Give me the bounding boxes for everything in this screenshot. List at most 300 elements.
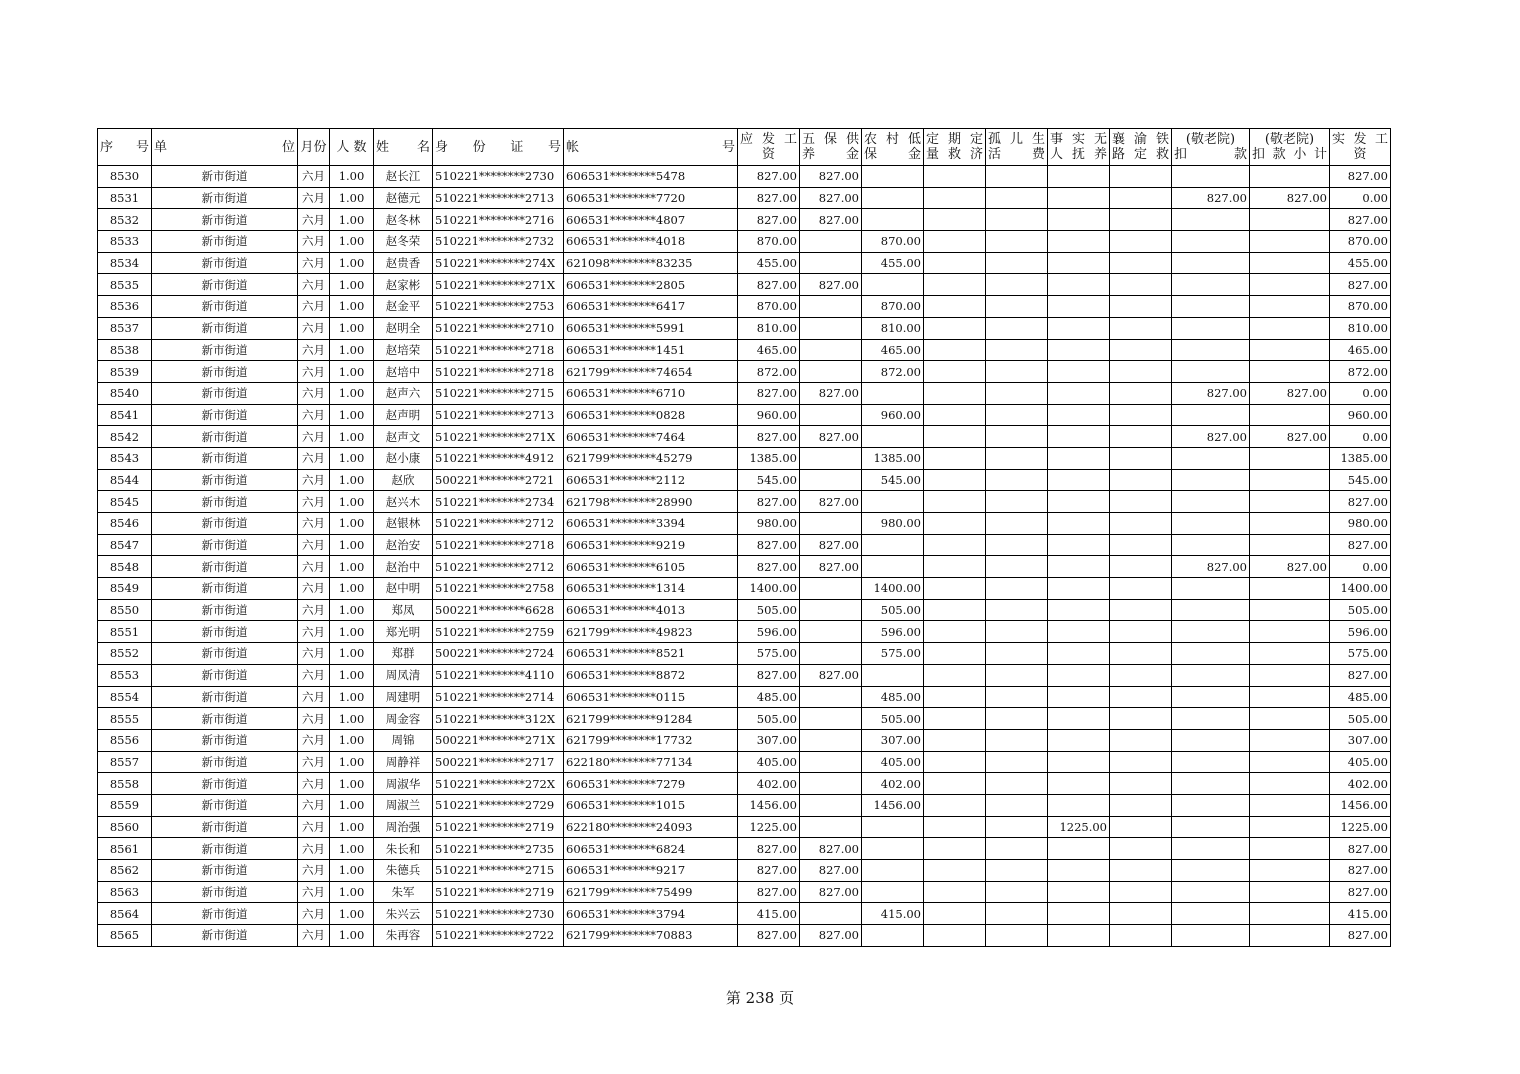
cell-dingliang <box>924 447 986 469</box>
cell-dingliang <box>924 708 986 730</box>
cell-count: 1.00 <box>330 686 374 708</box>
cell-name: 赵金平 <box>374 296 433 318</box>
cell-xiangyu <box>1110 773 1172 795</box>
cell-name: 郑凤 <box>374 599 433 621</box>
cell-net: 465.00 <box>1330 339 1391 361</box>
cell-month: 六月 <box>298 751 330 773</box>
cell-xiangyu <box>1110 578 1172 600</box>
cell-net: 596.00 <box>1330 621 1391 643</box>
cell-shishi <box>1048 643 1110 665</box>
cell-dibao <box>862 838 924 860</box>
cell-id: 510221********271X <box>433 274 564 296</box>
cell-dibao: 810.00 <box>862 317 924 339</box>
cell-payable: 827.00 <box>738 166 800 188</box>
cell-id: 510221********2712 <box>433 556 564 578</box>
cell-id: 510221********2730 <box>433 903 564 925</box>
cell-dibao <box>862 816 924 838</box>
cell-dingliang <box>924 686 986 708</box>
cell-dingliang <box>924 534 986 556</box>
cell-guer <box>986 729 1048 751</box>
cell-payable: 402.00 <box>738 773 800 795</box>
cell-count: 1.00 <box>330 404 374 426</box>
cell-unit: 新市街道 <box>152 903 298 925</box>
cell-guer <box>986 491 1048 513</box>
cell-count: 1.00 <box>330 317 374 339</box>
cell-payable: 827.00 <box>738 556 800 578</box>
cell-unit: 新市街道 <box>152 556 298 578</box>
table-row <box>98 339 1391 361</box>
cell-jlk-subtotal <box>1250 643 1330 665</box>
header-month: 月份 <box>298 129 330 166</box>
payroll-table <box>97 128 1391 947</box>
header-account: 帐 号 <box>564 129 738 166</box>
cell-guer <box>986 252 1048 274</box>
cell-seq: 8544 <box>98 469 152 491</box>
cell-account: 606531********4013 <box>564 599 738 621</box>
cell-jlk-deduction <box>1172 686 1250 708</box>
cell-account: 606531********6105 <box>564 556 738 578</box>
cell-name: 赵治中 <box>374 556 433 578</box>
table-row <box>98 404 1391 426</box>
table-row <box>98 534 1391 556</box>
cell-seq: 8558 <box>98 773 152 795</box>
cell-unit: 新市街道 <box>152 643 298 665</box>
cell-name: 周凤清 <box>374 664 433 686</box>
cell-shishi: 1225.00 <box>1048 816 1110 838</box>
cell-id: 510221********274X <box>433 252 564 274</box>
cell-month: 六月 <box>298 491 330 513</box>
cell-dingliang <box>924 578 986 600</box>
cell-dibao: 405.00 <box>862 751 924 773</box>
cell-seq: 8546 <box>98 513 152 535</box>
cell-dibao <box>862 860 924 882</box>
cell-count: 1.00 <box>330 209 374 231</box>
cell-payable: 827.00 <box>738 664 800 686</box>
table-row <box>98 816 1391 838</box>
cell-payable: 545.00 <box>738 469 800 491</box>
cell-net: 827.00 <box>1330 838 1391 860</box>
cell-seq: 8545 <box>98 491 152 513</box>
cell-wubao: 827.00 <box>800 556 862 578</box>
cell-xiangyu <box>1110 187 1172 209</box>
cell-xiangyu <box>1110 339 1172 361</box>
cell-net: 827.00 <box>1330 166 1391 188</box>
cell-net: 402.00 <box>1330 773 1391 795</box>
cell-seq: 8556 <box>98 729 152 751</box>
cell-guer <box>986 708 1048 730</box>
cell-xiangyu <box>1110 686 1172 708</box>
cell-name: 朱再容 <box>374 925 433 947</box>
table-row <box>98 187 1391 209</box>
cell-name: 赵声明 <box>374 404 433 426</box>
cell-shishi <box>1048 794 1110 816</box>
cell-guer <box>986 816 1048 838</box>
cell-xiangyu <box>1110 729 1172 751</box>
cell-unit: 新市街道 <box>152 686 298 708</box>
cell-dingliang <box>924 903 986 925</box>
cell-shishi <box>1048 621 1110 643</box>
cell-jlk-subtotal <box>1250 664 1330 686</box>
cell-unit: 新市街道 <box>152 252 298 274</box>
table-row <box>98 447 1391 469</box>
cell-net: 827.00 <box>1330 491 1391 513</box>
cell-count: 1.00 <box>330 252 374 274</box>
cell-guer <box>986 925 1048 947</box>
cell-unit: 新市街道 <box>152 513 298 535</box>
cell-net: 870.00 <box>1330 231 1391 253</box>
table-row <box>98 166 1391 188</box>
cell-shishi <box>1048 296 1110 318</box>
cell-shishi <box>1048 925 1110 947</box>
cell-month: 六月 <box>298 274 330 296</box>
cell-wubao: 827.00 <box>800 860 862 882</box>
cell-xiangyu <box>1110 447 1172 469</box>
cell-unit: 新市街道 <box>152 469 298 491</box>
cell-unit: 新市街道 <box>152 729 298 751</box>
cell-unit: 新市街道 <box>152 708 298 730</box>
cell-name: 赵中明 <box>374 578 433 600</box>
cell-wubao <box>800 469 862 491</box>
cell-wubao <box>800 404 862 426</box>
cell-shishi <box>1048 339 1110 361</box>
cell-dingliang <box>924 599 986 621</box>
cell-dingliang <box>924 860 986 882</box>
cell-unit: 新市街道 <box>152 296 298 318</box>
cell-jlk-deduction <box>1172 816 1250 838</box>
cell-seq: 8536 <box>98 296 152 318</box>
cell-payable: 810.00 <box>738 317 800 339</box>
cell-count: 1.00 <box>330 708 374 730</box>
cell-shishi <box>1048 686 1110 708</box>
cell-xiangyu <box>1110 209 1172 231</box>
table-row <box>98 296 1391 318</box>
cell-seq: 8561 <box>98 838 152 860</box>
cell-jlk-subtotal <box>1250 838 1330 860</box>
cell-seq: 8554 <box>98 686 152 708</box>
cell-account: 621798********28990 <box>564 491 738 513</box>
cell-unit: 新市街道 <box>152 773 298 795</box>
cell-shishi <box>1048 491 1110 513</box>
cell-dibao <box>862 534 924 556</box>
cell-id: 510221********2719 <box>433 881 564 903</box>
cell-xiangyu <box>1110 751 1172 773</box>
cell-wubao: 827.00 <box>800 534 862 556</box>
table-row <box>98 881 1391 903</box>
cell-shishi <box>1048 382 1110 404</box>
cell-payable: 505.00 <box>738 708 800 730</box>
cell-jlk-deduction <box>1172 599 1250 621</box>
cell-shishi <box>1048 708 1110 730</box>
header-unit: 单 位 <box>152 129 298 166</box>
cell-id: 510221********2719 <box>433 816 564 838</box>
cell-seq: 8531 <box>98 187 152 209</box>
cell-seq: 8532 <box>98 209 152 231</box>
cell-seq: 8547 <box>98 534 152 556</box>
header-name: 姓 名 <box>374 129 433 166</box>
cell-jlk-subtotal <box>1250 903 1330 925</box>
cell-payable: 455.00 <box>738 252 800 274</box>
cell-payable: 827.00 <box>738 209 800 231</box>
cell-count: 1.00 <box>330 578 374 600</box>
cell-net: 0.00 <box>1330 426 1391 448</box>
cell-shishi <box>1048 317 1110 339</box>
cell-payable: 827.00 <box>738 187 800 209</box>
cell-account: 606531********8872 <box>564 664 738 686</box>
table-row <box>98 491 1391 513</box>
cell-jlk-deduction <box>1172 534 1250 556</box>
cell-jlk-subtotal <box>1250 296 1330 318</box>
cell-name: 周金容 <box>374 708 433 730</box>
cell-id: 510221********2713 <box>433 404 564 426</box>
cell-dingliang <box>924 187 986 209</box>
cell-guer <box>986 686 1048 708</box>
cell-xiangyu <box>1110 317 1172 339</box>
cell-dibao: 415.00 <box>862 903 924 925</box>
cell-name: 周静祥 <box>374 751 433 773</box>
cell-id: 510221********2713 <box>433 187 564 209</box>
cell-seq: 8548 <box>98 556 152 578</box>
header-xiangyu: 襄 渝 铁 路 定 救 <box>1110 129 1172 166</box>
cell-account: 606531********1015 <box>564 794 738 816</box>
cell-id: 510221********2729 <box>433 794 564 816</box>
cell-dibao: 575.00 <box>862 643 924 665</box>
cell-net: 827.00 <box>1330 274 1391 296</box>
cell-id: 500221********2724 <box>433 643 564 665</box>
cell-account: 621799********74654 <box>564 361 738 383</box>
cell-jlk-deduction <box>1172 209 1250 231</box>
cell-count: 1.00 <box>330 187 374 209</box>
cell-jlk-subtotal <box>1250 491 1330 513</box>
cell-payable: 827.00 <box>738 838 800 860</box>
cell-shishi <box>1048 534 1110 556</box>
cell-wubao: 827.00 <box>800 925 862 947</box>
cell-dibao: 1385.00 <box>862 447 924 469</box>
cell-count: 1.00 <box>330 339 374 361</box>
cell-seq: 8553 <box>98 664 152 686</box>
cell-account: 606531********0828 <box>564 404 738 426</box>
cell-xiangyu <box>1110 816 1172 838</box>
cell-jlk-deduction <box>1172 838 1250 860</box>
cell-shishi <box>1048 469 1110 491</box>
cell-guer <box>986 599 1048 621</box>
cell-xiangyu <box>1110 534 1172 556</box>
cell-guer <box>986 903 1048 925</box>
header-jlk-subtotal: (敬老院) 扣 款 小 计 <box>1250 129 1330 166</box>
table-row <box>98 317 1391 339</box>
cell-unit: 新市街道 <box>152 860 298 882</box>
cell-account: 606531********5478 <box>564 166 738 188</box>
cell-net: 415.00 <box>1330 903 1391 925</box>
cell-dingliang <box>924 339 986 361</box>
table-row <box>98 274 1391 296</box>
cell-seq: 8555 <box>98 708 152 730</box>
cell-xiangyu <box>1110 599 1172 621</box>
cell-month: 六月 <box>298 513 330 535</box>
table-row <box>98 751 1391 773</box>
cell-dibao: 307.00 <box>862 729 924 751</box>
cell-payable: 1400.00 <box>738 578 800 600</box>
cell-guer <box>986 578 1048 600</box>
cell-dibao: 505.00 <box>862 708 924 730</box>
cell-dingliang <box>924 513 986 535</box>
cell-xiangyu <box>1110 621 1172 643</box>
cell-account: 606531********7720 <box>564 187 738 209</box>
cell-dibao <box>862 426 924 448</box>
cell-xiangyu <box>1110 361 1172 383</box>
cell-net: 505.00 <box>1330 599 1391 621</box>
cell-month: 六月 <box>298 578 330 600</box>
cell-payable: 827.00 <box>738 925 800 947</box>
cell-id: 500221********6628 <box>433 599 564 621</box>
cell-jlk-subtotal <box>1250 925 1330 947</box>
cell-xiangyu <box>1110 296 1172 318</box>
table-row <box>98 729 1391 751</box>
cell-count: 1.00 <box>330 231 374 253</box>
cell-jlk-deduction <box>1172 773 1250 795</box>
cell-id: 510221********2734 <box>433 491 564 513</box>
header-dibao: 农 村 低 保 金 <box>862 129 924 166</box>
cell-unit: 新市街道 <box>152 231 298 253</box>
cell-payable: 1225.00 <box>738 816 800 838</box>
cell-month: 六月 <box>298 773 330 795</box>
cell-dingliang <box>924 382 986 404</box>
cell-jlk-deduction <box>1172 361 1250 383</box>
cell-dibao: 596.00 <box>862 621 924 643</box>
cell-dingliang <box>924 838 986 860</box>
cell-xiangyu <box>1110 838 1172 860</box>
cell-xiangyu <box>1110 426 1172 448</box>
cell-payable: 465.00 <box>738 339 800 361</box>
cell-wubao <box>800 708 862 730</box>
cell-count: 1.00 <box>330 296 374 318</box>
cell-jlk-deduction <box>1172 513 1250 535</box>
cell-unit: 新市街道 <box>152 166 298 188</box>
cell-shishi <box>1048 881 1110 903</box>
cell-dingliang <box>924 621 986 643</box>
cell-seq: 8557 <box>98 751 152 773</box>
cell-count: 1.00 <box>330 491 374 513</box>
cell-seq: 8559 <box>98 794 152 816</box>
cell-dingliang <box>924 317 986 339</box>
cell-account: 606531********6417 <box>564 296 738 318</box>
cell-guer <box>986 881 1048 903</box>
cell-shishi <box>1048 252 1110 274</box>
cell-payable: 505.00 <box>738 599 800 621</box>
cell-seq: 8560 <box>98 816 152 838</box>
cell-wubao <box>800 751 862 773</box>
cell-count: 1.00 <box>330 513 374 535</box>
cell-shishi <box>1048 903 1110 925</box>
cell-jlk-subtotal <box>1250 578 1330 600</box>
cell-dibao <box>862 925 924 947</box>
cell-shishi <box>1048 166 1110 188</box>
table-row <box>98 231 1391 253</box>
cell-jlk-subtotal <box>1250 209 1330 231</box>
cell-id: 510221********2735 <box>433 838 564 860</box>
cell-guer <box>986 382 1048 404</box>
cell-unit: 新市街道 <box>152 621 298 643</box>
cell-id: 500221********271X <box>433 729 564 751</box>
cell-account: 621799********70883 <box>564 925 738 947</box>
table-row <box>98 860 1391 882</box>
cell-id: 510221********2722 <box>433 925 564 947</box>
cell-guer <box>986 838 1048 860</box>
cell-wubao <box>800 903 862 925</box>
cell-net: 810.00 <box>1330 317 1391 339</box>
cell-jlk-subtotal <box>1250 469 1330 491</box>
cell-name: 赵治安 <box>374 534 433 556</box>
cell-jlk-deduction <box>1172 751 1250 773</box>
cell-jlk-deduction <box>1172 447 1250 469</box>
cell-account: 621799********49823 <box>564 621 738 643</box>
cell-dibao: 870.00 <box>862 296 924 318</box>
cell-guer <box>986 317 1048 339</box>
cell-jlk-subtotal <box>1250 404 1330 426</box>
cell-shishi <box>1048 838 1110 860</box>
cell-name: 周锦 <box>374 729 433 751</box>
cell-account: 621799********45279 <box>564 447 738 469</box>
cell-dingliang <box>924 469 986 491</box>
cell-net: 960.00 <box>1330 404 1391 426</box>
cell-unit: 新市街道 <box>152 447 298 469</box>
cell-net: 545.00 <box>1330 469 1391 491</box>
cell-net: 827.00 <box>1330 664 1391 686</box>
header-wubao: 五 保 供 养 金 <box>800 129 862 166</box>
cell-dibao: 505.00 <box>862 599 924 621</box>
cell-id: 510221********2759 <box>433 621 564 643</box>
cell-month: 六月 <box>298 708 330 730</box>
cell-id: 510221********2712 <box>433 513 564 535</box>
cell-net: 1456.00 <box>1330 794 1391 816</box>
cell-shishi <box>1048 426 1110 448</box>
cell-unit: 新市街道 <box>152 491 298 513</box>
cell-name: 赵德元 <box>374 187 433 209</box>
cell-dingliang <box>924 231 986 253</box>
cell-net: 980.00 <box>1330 513 1391 535</box>
cell-dibao: 870.00 <box>862 231 924 253</box>
cell-jlk-subtotal <box>1250 621 1330 643</box>
cell-id: 510221********2730 <box>433 166 564 188</box>
cell-guer <box>986 556 1048 578</box>
cell-dibao <box>862 187 924 209</box>
cell-xiangyu <box>1110 925 1172 947</box>
cell-shishi <box>1048 274 1110 296</box>
cell-guer <box>986 404 1048 426</box>
cell-account: 621098********83235 <box>564 252 738 274</box>
cell-account: 606531********0115 <box>564 686 738 708</box>
cell-name: 赵银林 <box>374 513 433 535</box>
cell-payable: 596.00 <box>738 621 800 643</box>
cell-count: 1.00 <box>330 729 374 751</box>
cell-account: 622180********77134 <box>564 751 738 773</box>
cell-month: 六月 <box>298 643 330 665</box>
cell-account: 621799********91284 <box>564 708 738 730</box>
cell-month: 六月 <box>298 794 330 816</box>
cell-seq: 8564 <box>98 903 152 925</box>
cell-wubao <box>800 447 862 469</box>
cell-unit: 新市街道 <box>152 274 298 296</box>
cell-count: 1.00 <box>330 361 374 383</box>
cell-account: 606531********8521 <box>564 643 738 665</box>
cell-net: 827.00 <box>1330 209 1391 231</box>
cell-dingliang <box>924 404 986 426</box>
table-body <box>98 166 1391 947</box>
cell-jlk-subtotal <box>1250 317 1330 339</box>
cell-month: 六月 <box>298 925 330 947</box>
cell-unit: 新市街道 <box>152 925 298 947</box>
cell-jlk-deduction <box>1172 317 1250 339</box>
cell-unit: 新市街道 <box>152 534 298 556</box>
